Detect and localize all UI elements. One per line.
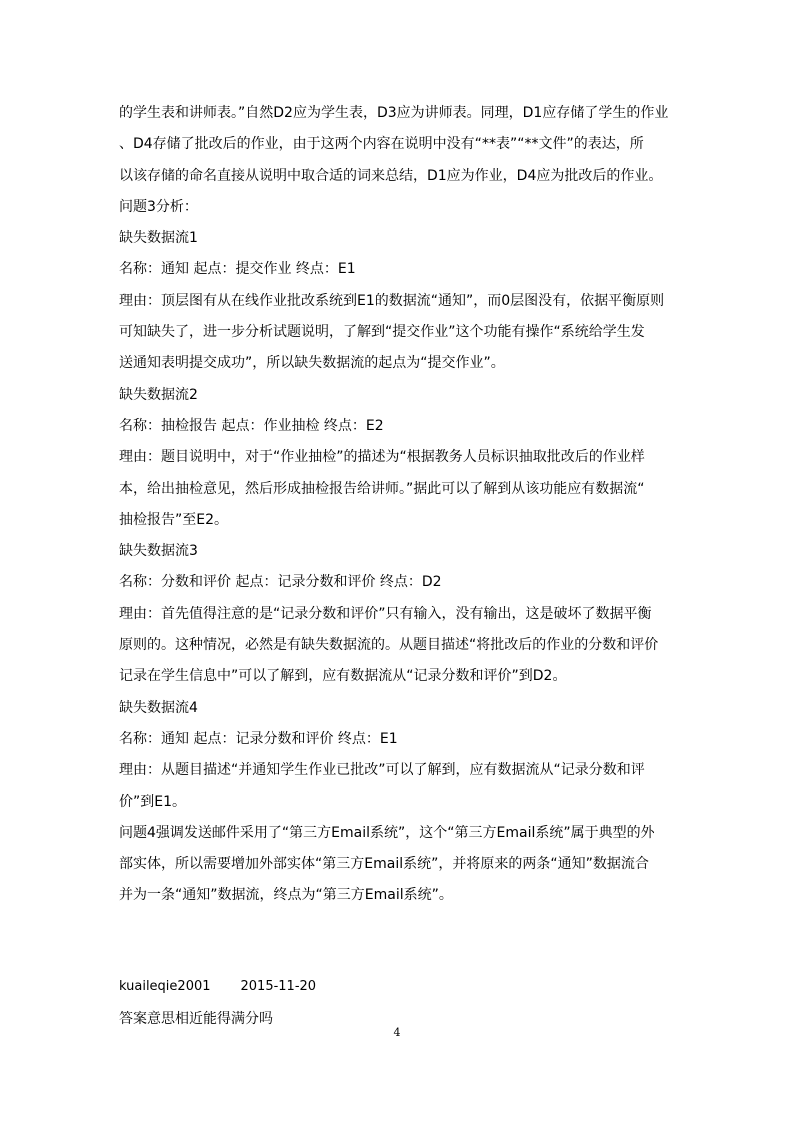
paragraph-line: 问题4强调发送邮件采用了“第三方Email系统”，这个“第三方Email系统”属于典型的外 <box>119 824 655 841</box>
comment-date: 2015-11-20 <box>240 979 317 994</box>
comment-username: kuaileqie2001 <box>119 979 211 994</box>
user-comment <box>119 974 679 1032</box>
comment-meta <box>119 974 679 1000</box>
paragraph-line: 可知缺失了，进一步分析试题说明，了解到“提交作业”这个功能有操作“系统给学生发 <box>119 324 645 341</box>
paragraph-line: 理由：从题目描述“并通知学生作业已批改”可以了解到，应有数据流从“记录分数和评 <box>119 762 645 779</box>
section-heading: 问题3分析： <box>119 198 198 215</box>
subsection-heading: 缺失数据流1 <box>119 230 198 247</box>
paragraph-line: 价”到E1。 <box>119 793 187 810</box>
paragraph-line: 本，给出抽检意见，然后形成抽检报告给讲师。”据此可以了解到从该功能应有数据流“ <box>119 480 645 497</box>
paragraph-line: 、D4存储了批改后的作业，由于这两个内容在说明中没有“**表”“**文件”的表达，所 <box>119 136 644 153</box>
paragraph-line: 名称：通知 起点：记录分数和评价 终点：E1 <box>119 730 398 747</box>
paragraph-line: 的学生表和讲师表。”自然D2应为学生表，D3应为讲师表。同理，D1应存储了学生的作业 <box>119 105 669 121</box>
paragraph-line: 送通知表明提交成功”，所以缺失数据流的起点为“提交作业”。 <box>119 355 505 372</box>
page-number: 4 <box>393 1026 401 1039</box>
paragraph-line: 理由：题目说明中，对于“作业抽检”的描述为“根据教务人员标识抽取批改后的作业样 <box>119 449 645 466</box>
paragraph-line: 名称：抽检报告 起点：作业抽检 终点：E2 <box>119 417 384 434</box>
paragraph-line: 理由：顶层图有从在线作业批改系统到E1的数据流“通知”，而0层图没有，依据平衡原则 <box>119 292 665 309</box>
answer-analysis-body <box>119 98 679 912</box>
paragraph-line: 理由：首先值得注意的是“记录分数和评价”只有输入，没有输出，这是破坏了数据平衡 <box>119 605 652 622</box>
paragraph-line: 名称：通知 起点：提交作业 终点：E1 <box>119 261 356 278</box>
comment-text: 答案意思相近能得满分吗 <box>119 1011 273 1027</box>
paragraph-line: 记录在学生信息中”可以了解到，应有数据流从“记录分数和评价”到D2。 <box>119 668 567 685</box>
paragraph-line: 部实体，所以需要增加外部实体“第三方Email系统”，并将原来的两条“通知”数据流合 <box>119 856 649 873</box>
subsection-heading: 缺失数据流4 <box>119 699 198 716</box>
paragraph-line: 以该存储的命名直接从说明中取合适的词来总结，D1应为作业，D4应为批改后的作业。 <box>119 167 663 184</box>
paragraph-line: 并为一条“通知”数据流，终点为“第三方Email系统”。 <box>119 887 453 904</box>
subsection-heading: 缺失数据流2 <box>119 386 198 403</box>
paragraph-line: 原则的。这种情况，必然是有缺失数据流的。从题目描述“将批改后的作业的分数和评价 <box>119 637 659 654</box>
paragraph-line: 名称：分数和评价 起点：记录分数和评价 终点：D2 <box>119 574 442 591</box>
subsection-heading: 缺失数据流3 <box>119 543 198 560</box>
paragraph-line: 抽检报告”至E2。 <box>119 511 229 528</box>
